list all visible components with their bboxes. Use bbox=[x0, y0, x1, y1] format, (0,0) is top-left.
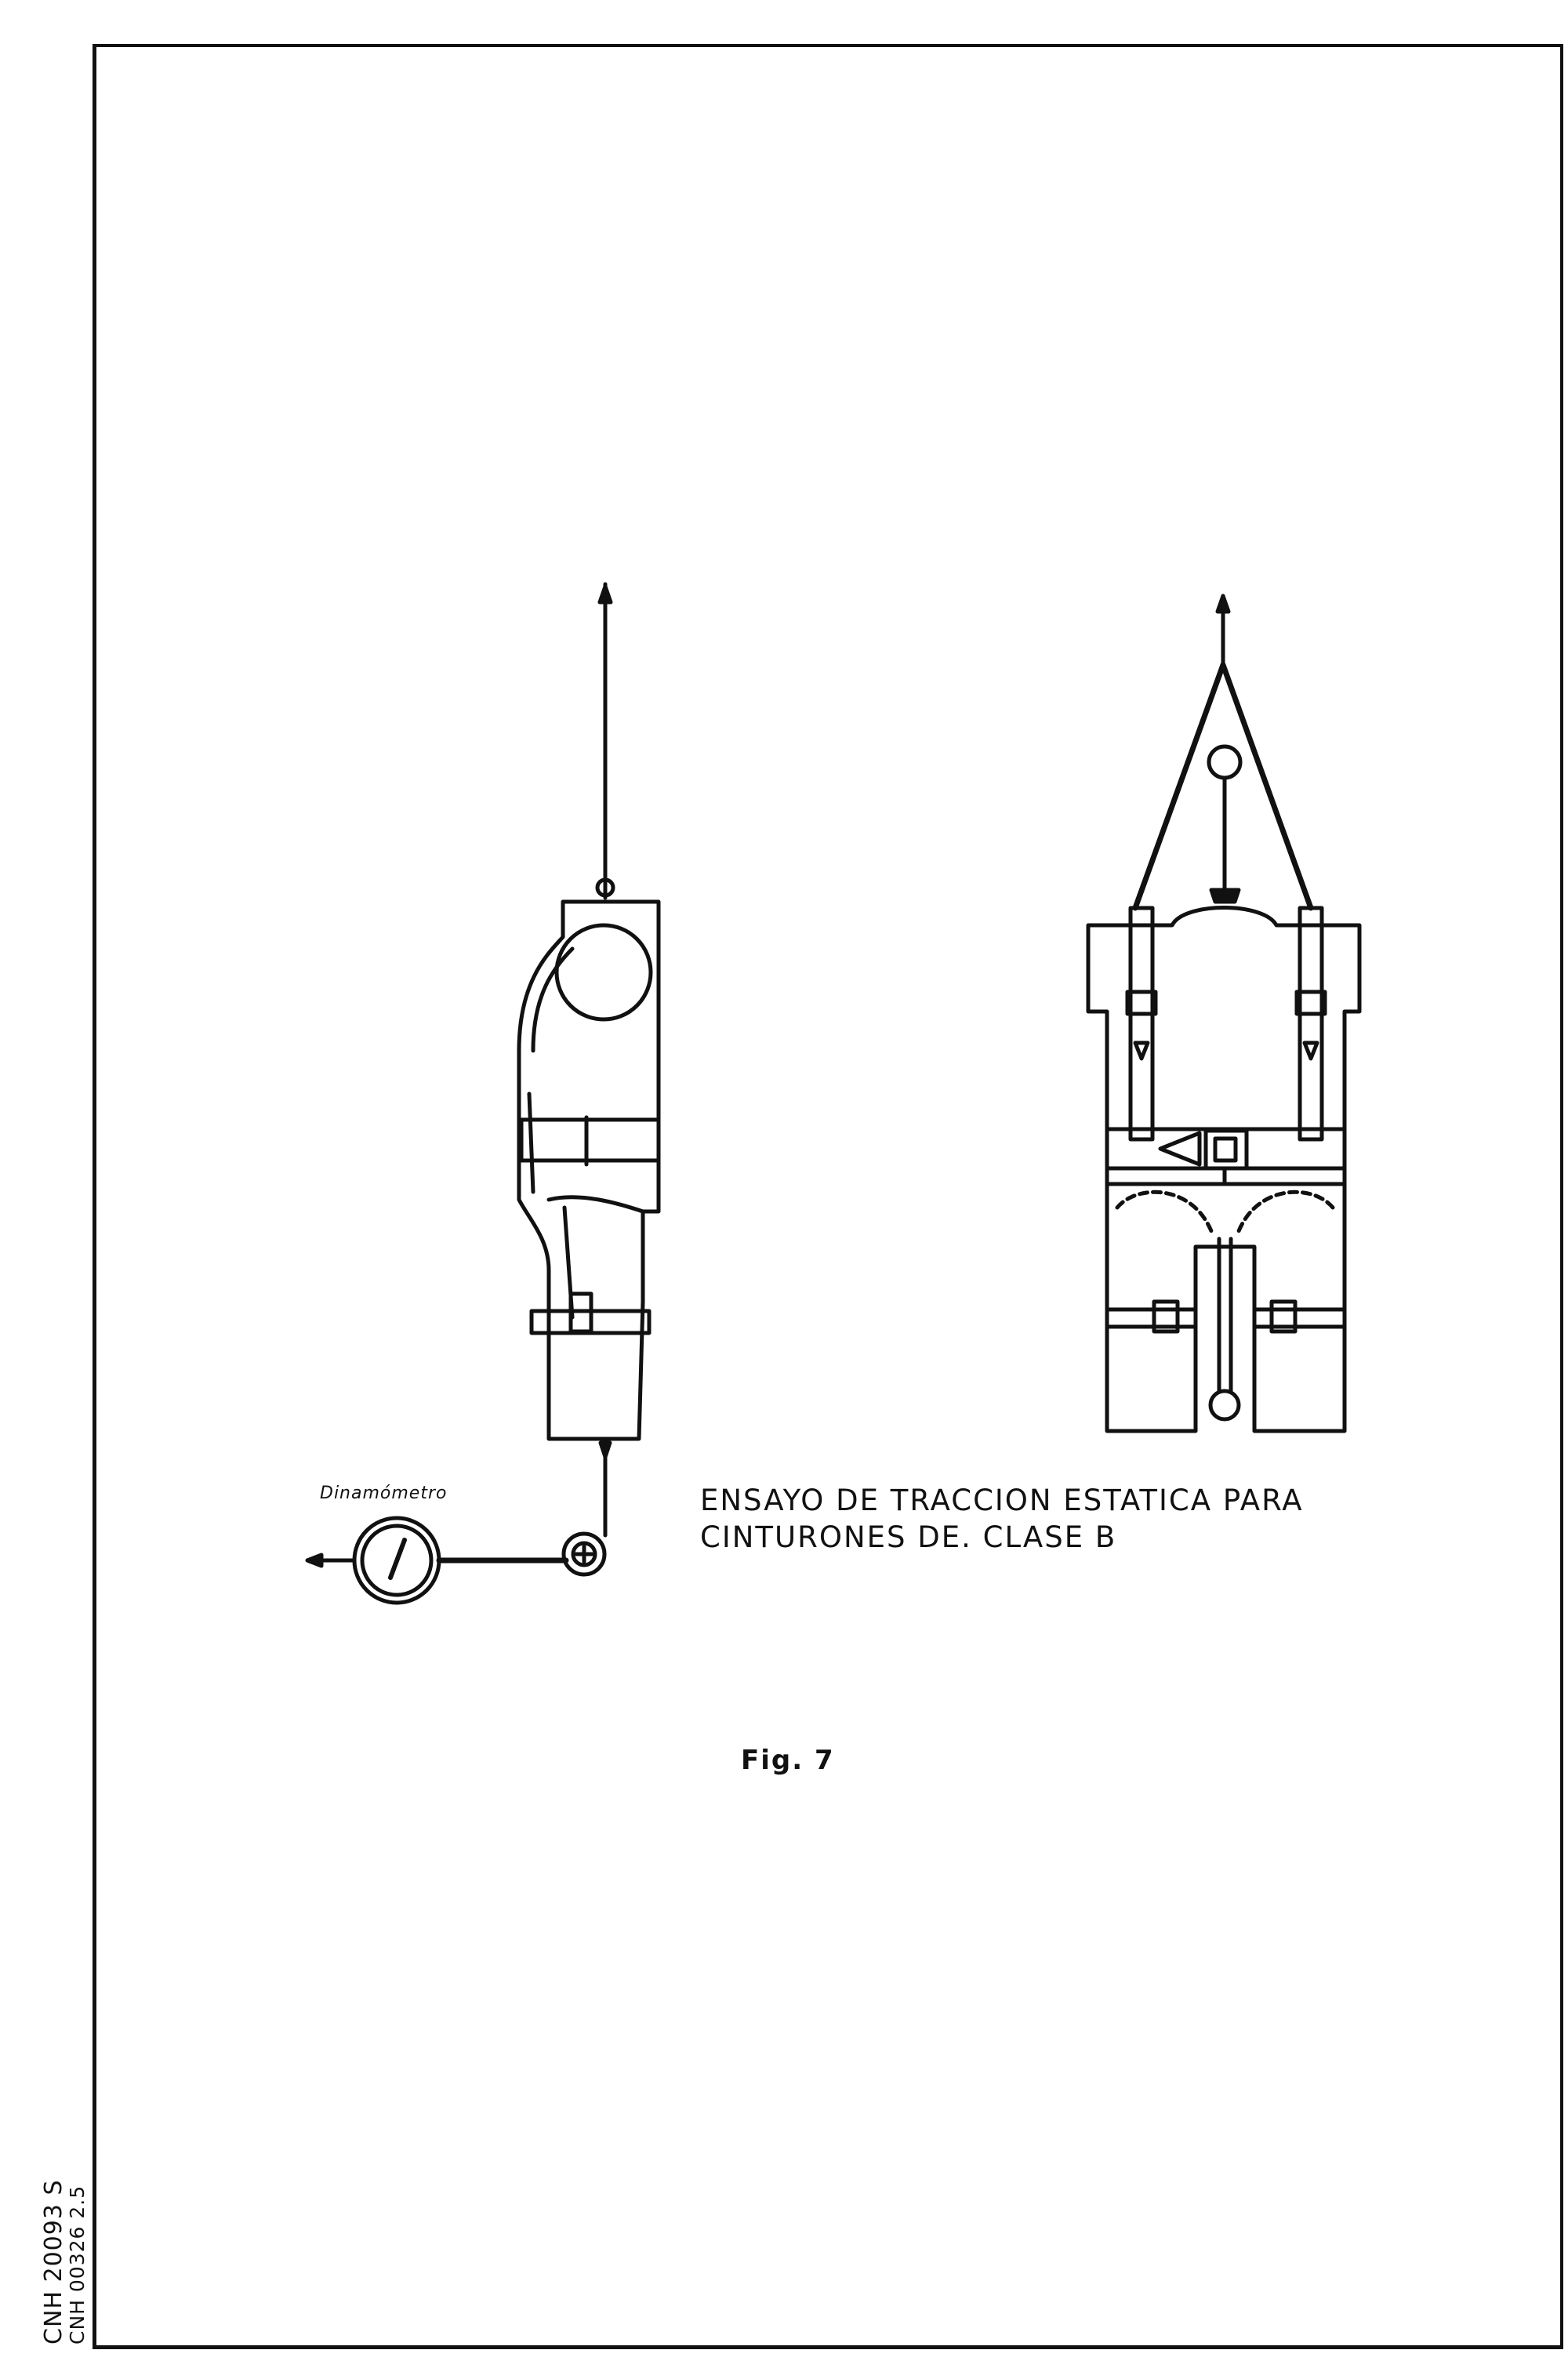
cable-tip bbox=[601, 1443, 610, 1457]
torso-contour-2 bbox=[529, 1094, 533, 1192]
belt-buckle-inner bbox=[1215, 1139, 1236, 1160]
belt-buckle-front bbox=[1206, 1131, 1247, 1168]
bottom-ring bbox=[1210, 1391, 1239, 1419]
belt-tongue bbox=[1160, 1133, 1200, 1164]
pull-arrow-left bbox=[307, 1555, 321, 1566]
caption-line-1: ENSAYO DE TRACCION ESTATICA PARA bbox=[700, 1484, 1304, 1517]
groin-strap-right bbox=[1239, 1192, 1333, 1231]
thigh-strap-left bbox=[1107, 1309, 1196, 1327]
side-view-dummy bbox=[307, 584, 659, 1603]
strap-arrow-left bbox=[1135, 1043, 1148, 1059]
strap-arrow-right bbox=[1305, 1043, 1317, 1059]
margin-code-line-1: CNH 20093 S bbox=[40, 2179, 67, 2344]
sling-right bbox=[1223, 665, 1311, 908]
waist-belt-side bbox=[521, 1120, 659, 1160]
dynamometer-label: Dinamómetro bbox=[320, 1484, 448, 1503]
margin-code-line-2: CNH 00326 2.5 bbox=[66, 2185, 89, 2344]
top-ring bbox=[1209, 746, 1240, 778]
sling-left bbox=[1135, 665, 1223, 908]
front-view-dummy bbox=[1088, 596, 1359, 1431]
torso-side-outline bbox=[519, 902, 659, 1439]
figure-number: Fig. 7 bbox=[741, 1745, 835, 1776]
dynamometer-needle bbox=[390, 1540, 405, 1578]
shoulder-strap-left bbox=[1131, 908, 1152, 1139]
pull-arrow-up-left bbox=[600, 587, 611, 602]
thigh-strap-right bbox=[1254, 1309, 1345, 1327]
caption-line-2: CINTURONES DE. CLASE B bbox=[700, 1520, 1117, 1554]
groin-strap-left bbox=[1117, 1192, 1211, 1231]
pull-arrow-up-right bbox=[1218, 596, 1229, 612]
rod-mount bbox=[1211, 890, 1239, 902]
head-disc-side bbox=[557, 925, 651, 1019]
diagram-caption bbox=[700, 1482, 1304, 1556]
margin-code bbox=[42, 2180, 89, 2345]
shoulder-strap-right bbox=[1300, 908, 1322, 1139]
